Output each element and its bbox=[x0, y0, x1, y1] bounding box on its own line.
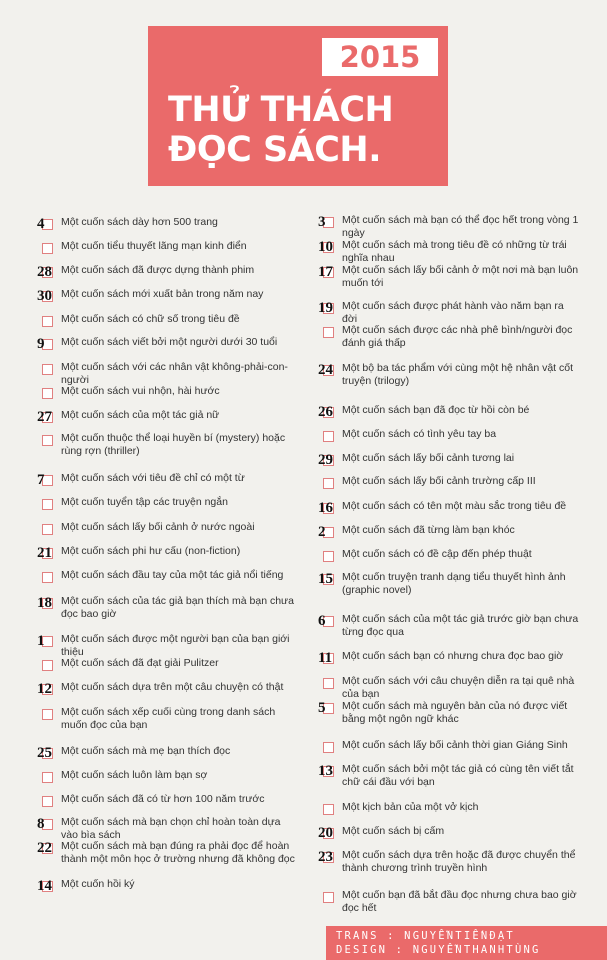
checklist-item[interactable] bbox=[38, 545, 300, 567]
checklist-item-label: Một cuốn sách dựa trên hoặc đã được chuyển thể thành chương trình truyền hình bbox=[342, 849, 576, 874]
checkbox[interactable] bbox=[319, 524, 339, 540]
checkbox[interactable] bbox=[319, 324, 339, 340]
checkbox[interactable] bbox=[319, 849, 339, 865]
reading-order-number: 15 bbox=[318, 571, 333, 587]
reading-order-number: 27 bbox=[37, 409, 52, 425]
checklist-item[interactable] bbox=[38, 313, 300, 335]
checklist-item-label: Một cuốn sách có đề cập đến phép thuật bbox=[342, 548, 532, 560]
reading-order-number: 17 bbox=[318, 264, 333, 280]
checklist-item[interactable] bbox=[318, 300, 581, 325]
header-banner bbox=[148, 26, 448, 186]
checkbox[interactable] bbox=[38, 496, 58, 512]
checklist-item-label: Một cuốn sách mà bạn đúng ra phải đọc để hoàn thành một môn học ở trường nhưng đã không đọc bbox=[61, 840, 295, 865]
checklist-item[interactable] bbox=[318, 849, 581, 874]
checkbox[interactable] bbox=[319, 889, 339, 905]
checkbox-square-icon bbox=[42, 709, 53, 720]
checkbox-square-icon bbox=[323, 678, 334, 689]
title-line-1: THỬ THÁCH bbox=[168, 90, 394, 130]
credit-design: DESIGN : NGUYỄNTHANHTÙNG bbox=[336, 944, 541, 956]
reading-order-number: 21 bbox=[37, 545, 52, 561]
checklist-item[interactable] bbox=[38, 336, 300, 358]
checklist-item[interactable] bbox=[38, 706, 300, 731]
checklist-item[interactable] bbox=[318, 571, 581, 596]
reading-order-number: 29 bbox=[318, 452, 333, 468]
checkbox-square-icon bbox=[42, 572, 53, 583]
checklist-item-label: Một cuốn sách bạn đã đọc từ hồi còn bé bbox=[342, 404, 530, 416]
checklist-item-label: Một cuốn sách lấy bối cảnh trường cấp III bbox=[342, 475, 536, 487]
reading-order-number: 10 bbox=[318, 239, 333, 255]
checklist-item-label: Một cuốn sách có tên một màu sắc trong tiêu đề bbox=[342, 500, 567, 512]
checklist-item[interactable] bbox=[319, 650, 581, 672]
reading-order-number: 9 bbox=[37, 336, 45, 352]
reading-order-number: 25 bbox=[37, 745, 52, 761]
checklist-item-label: Một cuốn sách phi hư cấu (non-fiction) bbox=[61, 545, 241, 557]
checklist-item-label: Một cuốn sách viết bởi một người dưới 30 tuổi bbox=[61, 336, 278, 348]
checkbox[interactable] bbox=[319, 475, 339, 491]
checklist-item-label: Một cuốn sách được phát hành vào năm bạn ra đời bbox=[342, 300, 564, 325]
checkbox[interactable] bbox=[319, 404, 339, 420]
reading-order-number: 28 bbox=[37, 264, 52, 280]
reading-order-number: 26 bbox=[318, 404, 333, 420]
checklist-item-label: Một kịch bản của một vở kịch bbox=[342, 801, 479, 813]
checklist-item[interactable] bbox=[319, 825, 581, 847]
checklist-item-label: Một cuốn sách của một tác giả nữ bbox=[61, 409, 220, 421]
checkbox[interactable] bbox=[38, 313, 58, 329]
checkbox-square-icon bbox=[42, 243, 53, 254]
checkbox-square-icon bbox=[42, 388, 53, 399]
checkbox[interactable] bbox=[319, 239, 339, 255]
checkbox-square-icon bbox=[42, 499, 53, 510]
checklist-item-label: Một cuốn sách mà mẹ bạn thích đọc bbox=[61, 745, 231, 757]
checkbox[interactable] bbox=[38, 706, 58, 722]
checkbox[interactable] bbox=[319, 801, 339, 817]
reading-order-number: 5 bbox=[318, 700, 326, 716]
reading-order-number: 3 bbox=[318, 214, 326, 230]
reading-order-number: 23 bbox=[318, 849, 333, 865]
checklist-item[interactable] bbox=[319, 548, 581, 570]
checklist-item[interactable] bbox=[319, 889, 581, 914]
title-line-2: ĐỌC SÁCH. bbox=[168, 130, 382, 170]
checkbox[interactable] bbox=[319, 264, 339, 280]
checklist-item[interactable] bbox=[319, 475, 581, 497]
reading-order-number: 13 bbox=[318, 763, 333, 779]
checkbox-square-icon bbox=[323, 327, 334, 338]
checkbox[interactable] bbox=[38, 216, 58, 232]
checklist-item-label: Một cuốn sách lấy bối cảnh tương lai bbox=[342, 452, 515, 464]
checkbox[interactable] bbox=[319, 700, 339, 716]
year-text: 2015 bbox=[339, 40, 421, 74]
checkbox-square-icon bbox=[42, 364, 53, 375]
checklist-item[interactable] bbox=[319, 452, 581, 474]
checkbox[interactable] bbox=[38, 793, 58, 809]
checklist-item[interactable] bbox=[319, 324, 581, 349]
checkbox-square-icon bbox=[42, 796, 53, 807]
checklist-item-label: Một cuốn sách đầu tay của một tác giả nổi tiếng bbox=[61, 569, 284, 581]
checklist-item-label: Một cuốn sách bởi một tác giả có cùng tên viết tắt chữ cái đầu với bạn bbox=[342, 763, 574, 788]
checklist-item[interactable] bbox=[38, 216, 300, 238]
checkbox[interactable] bbox=[319, 675, 339, 691]
checkbox[interactable] bbox=[38, 595, 58, 611]
checkbox[interactable] bbox=[38, 240, 58, 256]
checklist-item-label: Một cuốn sách đã từng làm bạn khóc bbox=[342, 524, 515, 536]
checkbox[interactable] bbox=[38, 288, 58, 304]
checklist-item[interactable] bbox=[318, 214, 581, 239]
checklist-item-label: Một cuốn sách mà nguyên bản của nó được viết bằng một ngôn ngữ khác bbox=[342, 700, 568, 725]
checkbox-square-icon bbox=[323, 804, 334, 815]
page-title bbox=[168, 90, 393, 170]
checkbox[interactable] bbox=[38, 657, 58, 673]
checklist-item-label: Một cuốn sách lấy bối cảnh ở nước ngoài bbox=[61, 521, 255, 533]
checkbox[interactable] bbox=[38, 769, 58, 785]
checkbox[interactable] bbox=[319, 548, 339, 564]
checkbox[interactable] bbox=[319, 214, 339, 230]
year-badge bbox=[322, 38, 438, 76]
checkbox[interactable] bbox=[38, 385, 58, 401]
checkbox-square-icon bbox=[42, 316, 53, 327]
checkbox[interactable] bbox=[38, 472, 58, 488]
checklist-item-label: Một cuốn sách lấy bối cảnh ở một nơi mà bạn luôn muốn tới bbox=[342, 264, 579, 289]
checkbox[interactable] bbox=[38, 681, 58, 697]
checklist-item[interactable] bbox=[38, 496, 300, 518]
reading-order-number: 20 bbox=[318, 825, 333, 841]
checklist-item-label: Một cuốn sách dày hơn 500 trang bbox=[61, 216, 218, 228]
checkbox-square-icon bbox=[323, 742, 334, 753]
checkbox[interactable] bbox=[38, 361, 58, 377]
checkbox[interactable] bbox=[38, 545, 58, 561]
checklist-item[interactable] bbox=[318, 264, 581, 289]
checklist-item-label: Một cuốn sách luôn làm bạn sợ bbox=[61, 769, 208, 781]
checklist-item[interactable] bbox=[319, 404, 581, 426]
checklist-item-label: Một cuốn tiểu thuyết lãng mạn kinh điển bbox=[61, 240, 247, 252]
checklist-item-label: Một cuốn sách với tiêu đề chỉ có một từ bbox=[61, 472, 245, 484]
checklist-item-label: Một bộ ba tác phẩm với cùng một hệ nhân vật cốt truyện (trilogy) bbox=[342, 362, 574, 387]
reading-order-number: 19 bbox=[318, 300, 333, 316]
checklist-item-label: Một cuốn sách với các nhân vật không-phải-con-người bbox=[61, 361, 288, 386]
checklist-item[interactable] bbox=[319, 500, 581, 522]
checklist-item[interactable] bbox=[319, 524, 581, 546]
checklist-item[interactable] bbox=[37, 595, 300, 620]
checklist-item-label: Một cuốn sách mà bạn chọn chỉ hoàn toàn dựa vào bìa sách bbox=[61, 816, 281, 841]
checkbox[interactable] bbox=[38, 336, 58, 352]
checkbox-square-icon bbox=[323, 551, 334, 562]
checklist-item-label: Một cuốn sách bị cấm bbox=[342, 825, 445, 837]
checklist-item[interactable] bbox=[38, 240, 300, 262]
reading-order-number: 30 bbox=[37, 288, 52, 304]
checkbox[interactable] bbox=[38, 840, 58, 856]
checkbox[interactable] bbox=[319, 650, 339, 666]
reading-order-number: 2 bbox=[318, 524, 326, 540]
checklist-item-label: Một cuốn sách được các nhà phê bình/người đọc đánh giá thấp bbox=[342, 324, 573, 349]
checkbox[interactable] bbox=[319, 500, 339, 516]
checklist-item[interactable] bbox=[37, 816, 300, 841]
checklist-item[interactable] bbox=[37, 633, 300, 658]
checklist-item-label: Một cuốn truyện tranh dạng tiểu thuyết hình ảnh (graphic novel) bbox=[342, 571, 566, 596]
checklist-item-label: Một cuốn sách của một tác giả trước giờ bạn chưa từng đọc qua bbox=[342, 613, 579, 638]
checkbox[interactable] bbox=[38, 409, 58, 425]
checkbox[interactable] bbox=[319, 452, 339, 468]
checklist-item[interactable] bbox=[318, 239, 581, 264]
checklist-item-label: Một cuốn sách mà trong tiêu đề có những từ trái nghĩa nhau bbox=[342, 239, 567, 264]
checklist-item[interactable] bbox=[38, 769, 300, 791]
checklist-item-label: Một cuốn bạn đã bắt đầu đọc nhưng chưa bao giờ đọc hết bbox=[342, 889, 577, 914]
checkbox-square-icon bbox=[42, 772, 53, 783]
checklist-item-label: Một cuốn sách bạn có nhưng chưa đọc bao giờ bbox=[342, 650, 564, 662]
checkbox[interactable] bbox=[319, 739, 339, 755]
reading-order-number: 18 bbox=[37, 595, 52, 611]
reading-order-number: 4 bbox=[37, 216, 45, 232]
checkbox[interactable] bbox=[38, 432, 58, 448]
checkbox-square-icon bbox=[323, 478, 334, 489]
credit-trans: TRANS : NGUYỄNTIẾNĐẠT bbox=[336, 930, 515, 942]
checklist-item-label: Một cuốn thuộc thể loại huyền bí (mystery) hoặc rùng rợn (thriller) bbox=[61, 432, 286, 457]
reading-order-number: 16 bbox=[318, 500, 333, 516]
checklist-item-label: Một cuốn sách được một người bạn của bạn giới thiệu bbox=[61, 633, 290, 658]
reading-order-number: 14 bbox=[37, 878, 52, 894]
checklist-item[interactable] bbox=[38, 569, 300, 591]
checkbox[interactable] bbox=[319, 362, 339, 378]
checklist-item[interactable] bbox=[38, 657, 300, 679]
checklist-item-label: Một cuốn sách mới xuất bản trong năm nay bbox=[61, 288, 264, 300]
reading-order-number: 24 bbox=[318, 362, 333, 378]
reading-order-number: 8 bbox=[37, 816, 45, 832]
reading-order-number: 7 bbox=[37, 472, 45, 488]
checklist-item[interactable] bbox=[38, 878, 300, 900]
checklist-item[interactable] bbox=[38, 681, 300, 703]
reading-order-number: 6 bbox=[318, 613, 326, 629]
checklist-item[interactable] bbox=[37, 840, 300, 865]
reading-order-number: 22 bbox=[37, 840, 52, 856]
checklist-item[interactable] bbox=[38, 521, 300, 543]
checklist-item[interactable] bbox=[38, 288, 300, 310]
checkbox[interactable] bbox=[319, 613, 339, 629]
checkbox[interactable] bbox=[38, 745, 58, 761]
checkbox-square-icon bbox=[42, 524, 53, 535]
checkbox[interactable] bbox=[319, 300, 339, 316]
checklist-item-label: Một cuốn sách đã đạt giải Pulitzer bbox=[61, 657, 219, 669]
checkbox[interactable] bbox=[319, 825, 339, 841]
checklist-item-label: Một cuốn sách xếp cuối cùng trong danh sách muốn đọc của bạn bbox=[61, 706, 276, 731]
checkbox[interactable] bbox=[319, 571, 339, 587]
reading-order-number: 12 bbox=[37, 681, 52, 697]
checkbox-square-icon bbox=[42, 660, 53, 671]
checklist-item-label: Một cuốn sách có chữ số trong tiêu đề bbox=[61, 313, 240, 325]
checklist-item[interactable] bbox=[318, 613, 581, 638]
checklist-item-label: Một cuốn sách đã được dựng thành phim bbox=[61, 264, 255, 276]
checklist-item[interactable] bbox=[38, 472, 300, 494]
checklist-item-label: Một cuốn tuyển tập các truyện ngắn bbox=[61, 496, 228, 508]
checklist-item[interactable] bbox=[319, 428, 581, 450]
checkbox[interactable] bbox=[38, 569, 58, 585]
checklist-item[interactable] bbox=[38, 745, 300, 767]
checkbox[interactable] bbox=[319, 428, 339, 444]
checklist-item[interactable] bbox=[38, 793, 300, 815]
checklist-item[interactable] bbox=[318, 362, 581, 387]
checklist-item[interactable] bbox=[38, 264, 300, 286]
checklist-item[interactable] bbox=[319, 675, 581, 700]
checklist-item-label: Một cuốn sách vui nhộn, hài hước bbox=[61, 385, 220, 397]
checklist-item-label: Một cuốn sách có tình yêu tay ba bbox=[342, 428, 497, 440]
reading-order-number: 11 bbox=[318, 650, 333, 666]
checklist-item-label: Một cuốn sách của tác giả bạn thích mà bạn chưa đọc bao giờ bbox=[61, 595, 294, 620]
checkbox[interactable] bbox=[38, 816, 58, 832]
checkbox-square-icon bbox=[323, 431, 334, 442]
checklist-item[interactable] bbox=[38, 361, 300, 386]
checklist-item[interactable] bbox=[38, 409, 300, 431]
checklist-item[interactable] bbox=[318, 700, 581, 725]
checkbox[interactable] bbox=[38, 521, 58, 537]
checklist-item[interactable] bbox=[318, 763, 581, 788]
credits-footer bbox=[326, 926, 607, 960]
checklist-item[interactable] bbox=[319, 739, 581, 761]
checklist-item-label: Một cuốn sách đã có từ hơn 100 năm trước bbox=[61, 793, 265, 805]
checklist-item-label: Một cuốn sách lấy bối cảnh thời gian Giáng Sinh bbox=[342, 739, 568, 751]
checklist-item[interactable] bbox=[38, 432, 300, 457]
checkbox[interactable] bbox=[319, 763, 339, 779]
checklist-item-label: Một cuốn sách mà bạn có thể đọc hết trong vòng 1 ngày bbox=[342, 214, 579, 239]
reading-order-number: 1 bbox=[37, 633, 45, 649]
checkbox-square-icon bbox=[323, 892, 334, 903]
checkbox-square-icon bbox=[42, 435, 53, 446]
checkbox[interactable] bbox=[38, 878, 58, 894]
checkbox[interactable] bbox=[38, 633, 58, 649]
checklist-item-label: Một cuốn sách với câu chuyện diễn ra tại quê nhà của bạn bbox=[342, 675, 575, 700]
checklist-item[interactable] bbox=[38, 385, 300, 407]
checkbox[interactable] bbox=[38, 264, 58, 280]
checklist-item[interactable] bbox=[319, 801, 581, 823]
checklist-item-label: Một cuốn sách dựa trên một câu chuyện có thật bbox=[61, 681, 284, 693]
checklist-item-label: Một cuốn hồi ký bbox=[61, 878, 135, 890]
